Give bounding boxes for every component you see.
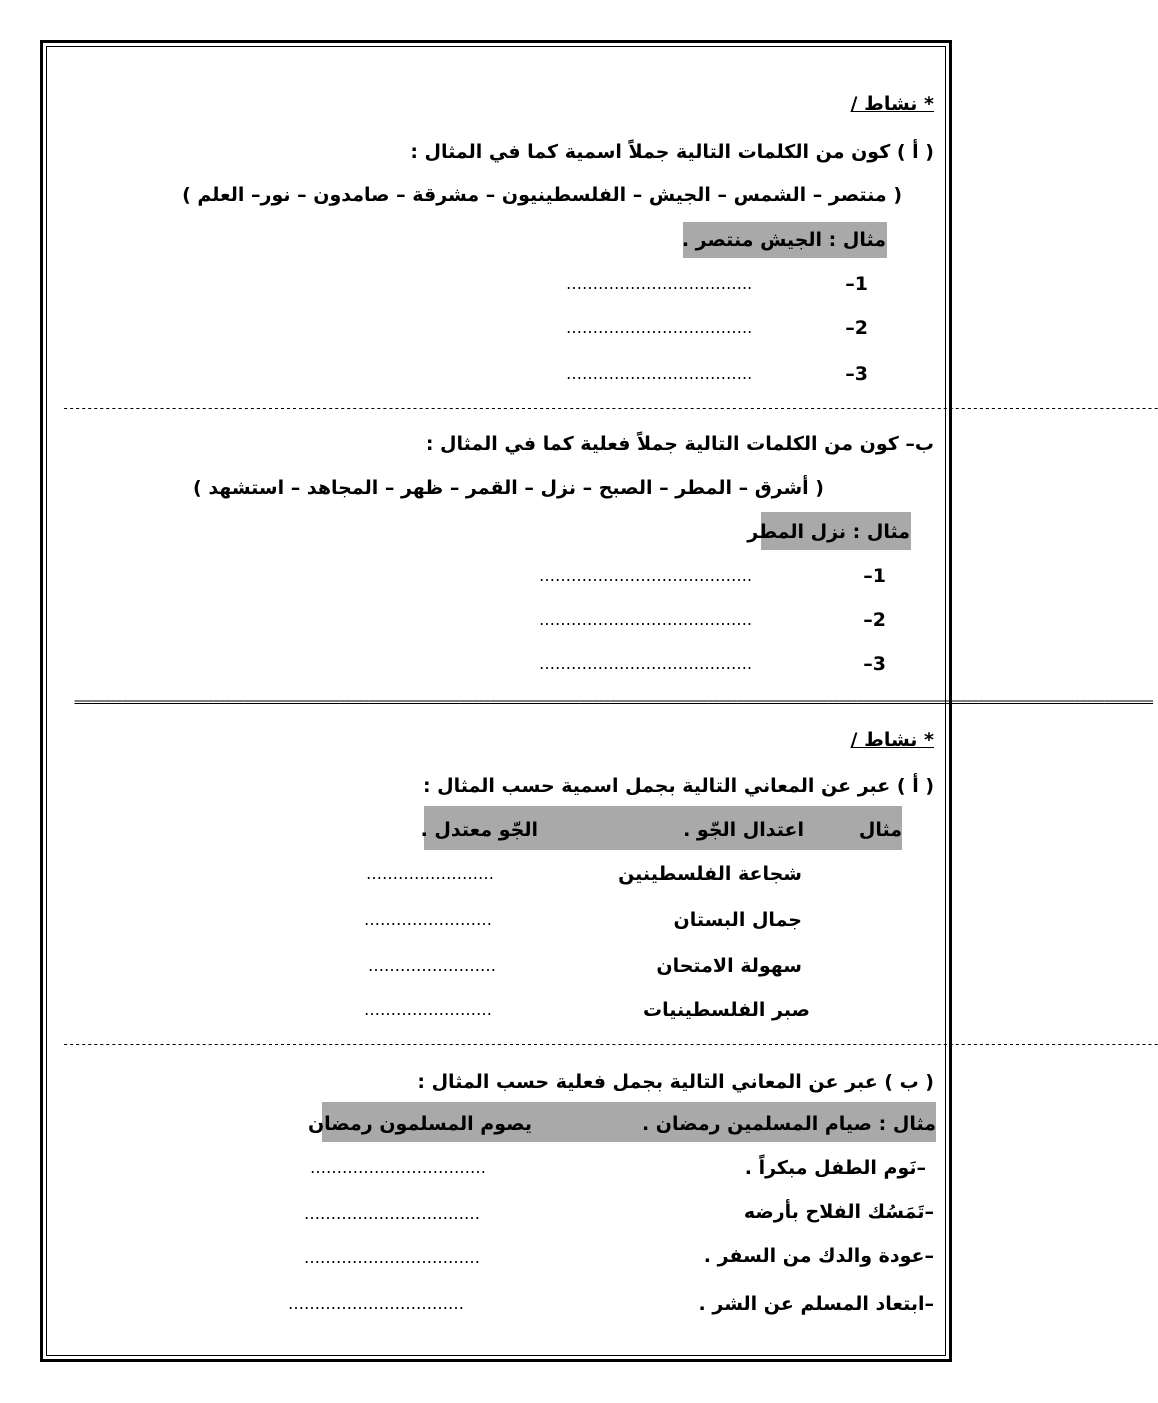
answer-line-dots: ………………………………….	[539, 610, 753, 629]
meaning-item: صبر الفلسطينيات	[643, 999, 810, 1021]
activity1-part-a-instruction: ( أ ) كون من الكلمات التالية جملاً اسمية كما في المثال :	[410, 141, 934, 163]
answer-line-dots: ……………………………..	[566, 318, 753, 337]
separator-double: ===================================================================================================================================================================================	[74, 695, 1153, 709]
meaning-item: جمال البستان	[673, 909, 802, 931]
answer-line-number: 3–	[845, 363, 868, 385]
meaning-item: شجاعة الفلسطينين	[618, 863, 802, 885]
activity1-part-a-words: ( منتصر – الشمس – الجيش – الفلسطينيون – مشرقة – صامدون – نور– العلم )	[182, 184, 902, 206]
activity1-part-b-instruction: ب– كون من الكلمات التالية جملاً فعلية كما في المثال :	[425, 433, 934, 455]
meaning-item: سهولة الامتحان	[656, 955, 802, 977]
meaning-item: –تَمَسُك الفلاح بأرضه	[743, 1201, 934, 1223]
answer-line-dots: ……………………………	[304, 1248, 480, 1267]
activity2-part-a-instruction: ( أ ) عبر عن المعاني التالية بجمل اسمية حسب المثال :	[422, 775, 934, 797]
answer-line-dots: ……………………………..	[566, 274, 753, 293]
activity1-part-b-words: ( أشرق – المطر – الصبح – نزل – القمر – ظهر – المجاهد – استشهد )	[193, 477, 824, 499]
meaning-item: –نَوم الطفل مبكراً .	[744, 1157, 926, 1179]
activity1-header: * نشاط /	[850, 93, 934, 115]
answer-line-dots: ……………………	[364, 1000, 492, 1019]
answer-line-dots: ……………………………	[310, 1158, 486, 1177]
answer-line-number: 3–	[863, 653, 886, 675]
answer-line-number: 1–	[845, 273, 868, 295]
answer-line-dots: ……………………	[364, 910, 492, 929]
meaning-item: –ابتعاد المسلم عن الشر .	[698, 1293, 934, 1315]
activity2-header: * نشاط /	[850, 729, 934, 751]
activity1-part-b-example: مثال : نزل المطر	[747, 521, 910, 543]
answer-line-number: 1–	[863, 565, 886, 587]
separator-dashed: --------------------------------------------------------------------------------------------------------------------------------------------------------------------------------------	[62, 401, 1158, 415]
answer-line-number: 2–	[863, 609, 886, 631]
answer-line-dots: ……………………………	[288, 1294, 464, 1313]
answer-line-dots: ………………………………….	[539, 566, 753, 585]
example-answer: يصوم المسلمون رمضان	[307, 1113, 532, 1135]
answer-line-dots: ……………………………	[304, 1204, 480, 1223]
answer-line-dots: ………………………………….	[539, 654, 753, 673]
example-meaning: اعتدال الجّو .	[683, 819, 804, 841]
activity1-part-a-example: مثال : الجيش منتصر .	[681, 229, 886, 251]
meaning-item: –عودة والدك من السفر .	[703, 1245, 934, 1267]
answer-line-dots: ……………………	[368, 956, 496, 975]
activity2-part-b-instruction: ( ب ) عبر عن المعاني التالية بجمل فعلية حسب المثال :	[417, 1071, 934, 1093]
example-answer: الجّو معتدل .	[420, 819, 538, 841]
answer-line-dots: ……………………………..	[566, 364, 753, 383]
answer-line-number: 2–	[845, 317, 868, 339]
example-label: مثال	[858, 819, 902, 841]
example-meaning: مثال : صيام المسلمين رمضان .	[641, 1113, 936, 1135]
answer-line-dots: ……………………	[366, 864, 494, 883]
separator-dashed: --------------------------------------------------------------------------------------------------------------------------------------------------------------------------------------	[62, 1037, 1158, 1051]
